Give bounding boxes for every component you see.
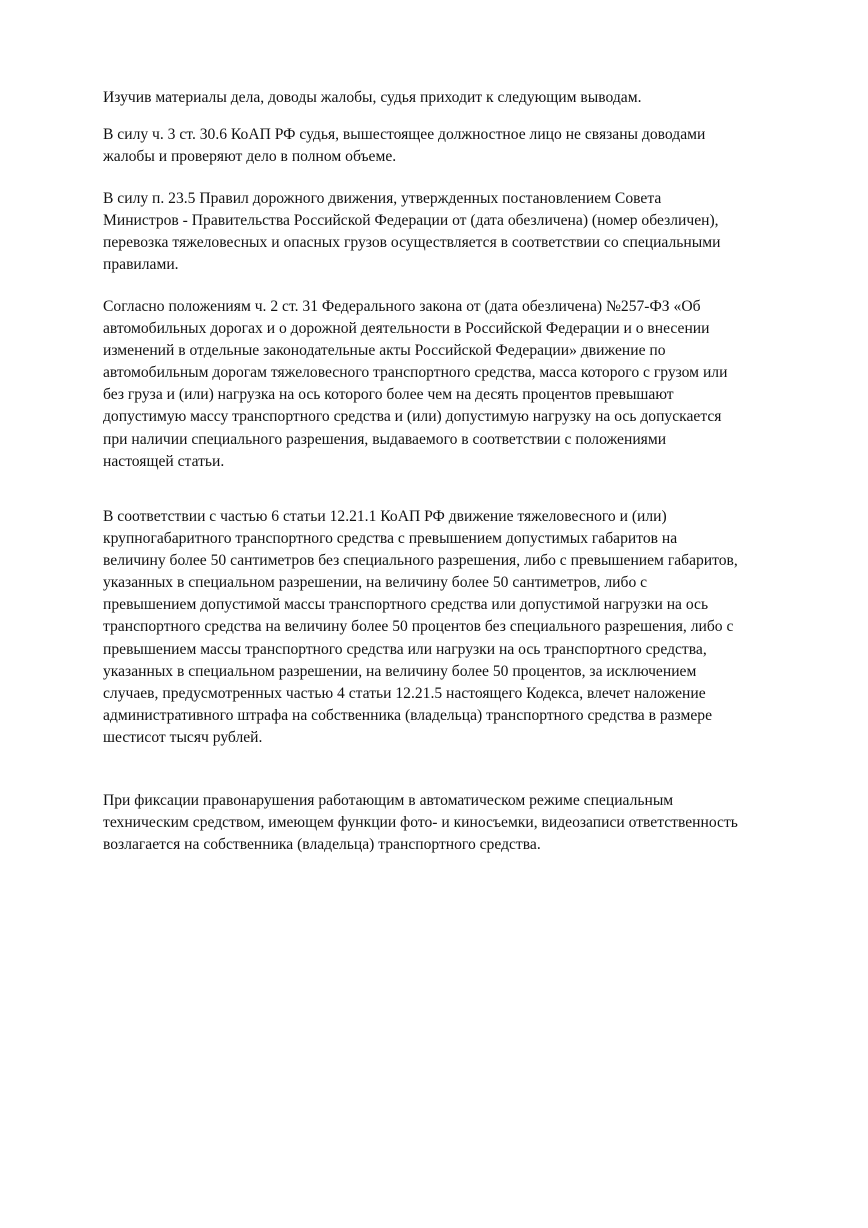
text-line: возлагается на собственника (владельца) транспортного средства. <box>103 836 541 854</box>
paragraph-federal-law-257 <box>103 296 803 473</box>
text-line: техническим средством, имеющем функции фото- и киносъемки, видеозаписи ответственность <box>103 814 738 832</box>
text-line: указанных в специальном разрешении, на величину более 50 сантиметров, либо с <box>103 574 648 592</box>
text-line: перевозка тяжеловесных и опасных грузов осуществляется в соответствии со специальными <box>103 234 721 252</box>
text-line: жалобы и проверяют дело в полном объеме. <box>103 148 397 166</box>
text-line: В соответствии с частью 6 статьи 12.21.1 КоАП РФ движение тяжеловесного и (или) <box>103 508 667 525</box>
text-line: величину более 50 сантиметров без специального разрешения, либо с превышением габаритов, <box>103 552 738 570</box>
text-line: транспортного средства на величину более 50 процентов без специального разрешения, либо с <box>103 618 734 636</box>
paragraph-koap-12-21-1 <box>103 506 803 749</box>
text-line: превышением массы транспортного средства или нагрузки на ось транспортного средства, <box>103 640 707 658</box>
text-line: Изучив материалы дела, доводы жалобы, судья приходит к следующим выводам. <box>103 89 642 106</box>
text-line: крупногабаритного транспортного средства с превышением допустимых габаритов на <box>103 530 678 548</box>
text-line: превышением допустимой массы транспортного средства или допустимой нагрузки на ось <box>103 596 709 614</box>
text-line: при наличии специального разрешения, выдаваемого в соответствии с положениями <box>103 430 667 448</box>
text-line: административного штрафа на собственника (владельца) транспортного средства в размере <box>103 706 713 724</box>
text-line: изменений в отдельные законодательные акты Российской Федерации» движение по <box>103 342 666 360</box>
text-line: Согласно положениям ч. 2 ст. 31 Федерального закона от (дата обезличена) №257-ФЗ «Об <box>103 298 701 315</box>
text-line: допустимую массу транспортного средства и (или) допустимую нагрузку на ось допускается <box>103 408 722 426</box>
paragraph-automatic-fixation <box>103 790 803 856</box>
text-line: автомобильным дорогам тяжеловесного транспортного средства, масса которого с грузом или <box>103 364 728 382</box>
text-line: шестисот тысяч рублей. <box>103 728 263 746</box>
text-line: Министров - Правительства Российской Федерации от (дата обезличена) (номер обезличен), <box>103 212 719 230</box>
paragraph-pdd-23-5 <box>103 188 803 276</box>
text-line: без груза и (или) нагрузка на ось которого более чем на десять процентов превышают <box>103 386 674 404</box>
text-line: указанных в специальном разрешении, на величину более 50 процентов, за исключением <box>103 662 697 680</box>
text-line: В силу п. 23.5 Правил дорожного движения, утвержденных постановлением Совета <box>103 190 662 207</box>
text-line: автомобильных дорогах и о дорожной деятельности в Российской Федерации и о внесении <box>103 320 710 338</box>
paragraph-koap-30-6 <box>103 124 803 168</box>
text-line: случаев, предусмотренных частью 4 статьи 12.21.5 настоящего Кодекса, влечет наложение <box>103 684 706 702</box>
paragraph-conclusions-intro <box>103 87 803 109</box>
text-line: настоящей статьи. <box>103 452 225 470</box>
text-line: В силу ч. 3 ст. 30.6 КоАП РФ судья, вышестоящее должностное лицо не связаны доводами <box>103 126 706 143</box>
text-line: При фиксации правонарушения работающим в автоматическом режиме специальным <box>103 792 674 809</box>
text-line: правилами. <box>103 256 179 274</box>
